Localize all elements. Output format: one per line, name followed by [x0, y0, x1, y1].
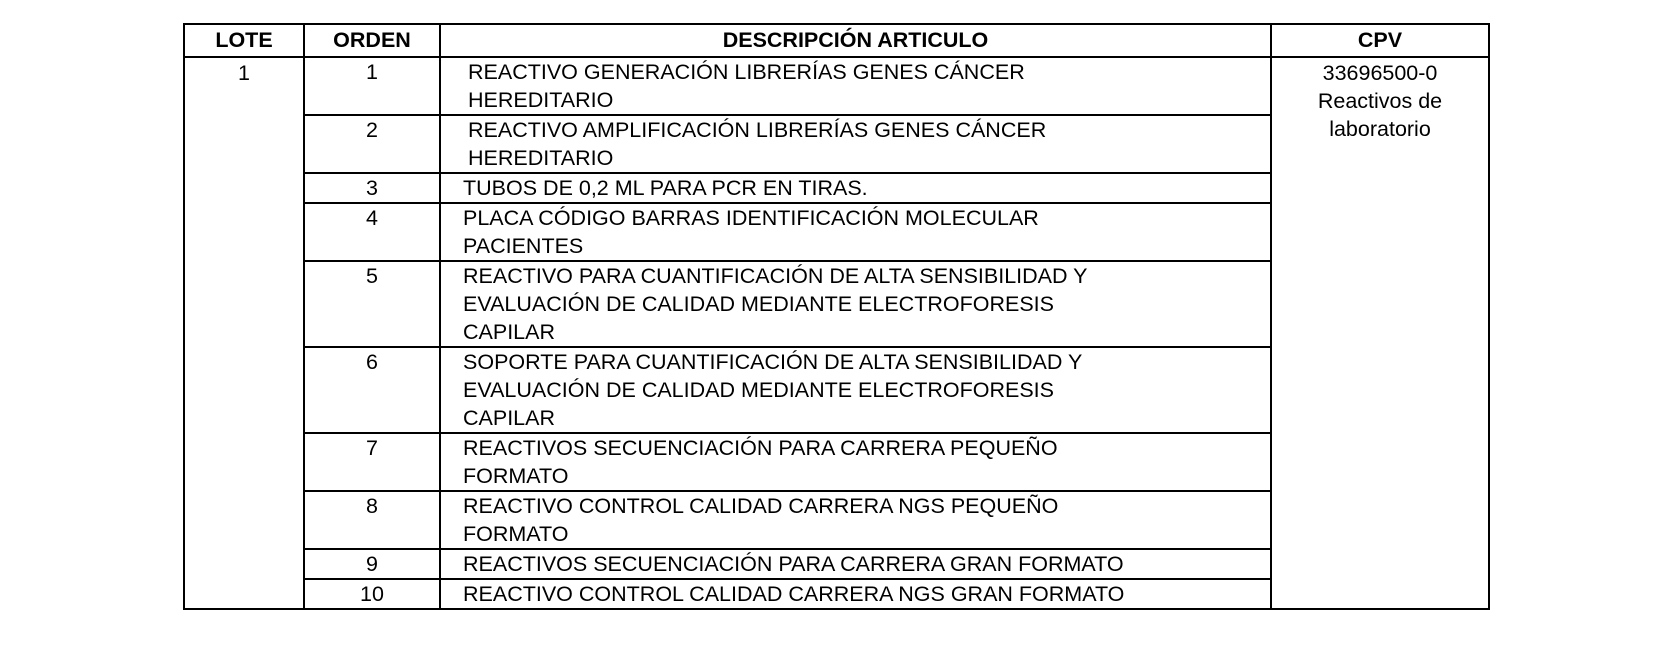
- descripcion-cell: [440, 173, 1271, 203]
- orden-cell: 9: [304, 549, 440, 579]
- header-orden: ORDEN: [304, 24, 440, 57]
- descripcion-cell: [440, 433, 1271, 491]
- descripcion-line: REACTIVO CONTROL CALIDAD CARRERA NGS PEQUEÑO: [463, 494, 1059, 518]
- descripcion-line: EVALUACIÓN DE CALIDAD MEDIANTE ELECTROFORESIS: [463, 292, 1054, 316]
- descripcion-line: REACTIVO AMPLIFICACIÓN LIBRERÍAS GENES CÁNCER: [468, 118, 1047, 142]
- descripcion-cell: [440, 347, 1271, 433]
- descripcion-line: PLACA CÓDIGO BARRAS IDENTIFICACIÓN MOLECULAR: [463, 206, 1039, 230]
- header-descripcion: DESCRIPCIÓN ARTICULO: [440, 24, 1271, 57]
- table-row: [184, 57, 1489, 115]
- descripcion-line: REACTIVO CONTROL CALIDAD CARRERA NGS GRAN FORMATO: [463, 582, 1125, 606]
- descripcion-line: HEREDITARIO: [468, 88, 614, 112]
- descripcion-line: SOPORTE PARA CUANTIFICACIÓN DE ALTA SENSIBILIDAD Y: [463, 350, 1083, 374]
- header-cpv: CPV: [1271, 24, 1489, 57]
- descripcion-line: FORMATO: [463, 522, 569, 546]
- descripcion-line: TUBOS DE 0,2 ML PARA PCR EN TIRAS.: [463, 176, 868, 200]
- descripcion-line: REACTIVOS SECUENCIACIÓN PARA CARRERA PEQUEÑO: [463, 436, 1058, 460]
- descripcion-cell: [440, 203, 1271, 261]
- cpv-cell: [1271, 57, 1489, 609]
- cpv-label-line: laboratorio: [1329, 117, 1431, 141]
- descripcion-cell: [440, 549, 1271, 579]
- descripcion-line: CAPILAR: [463, 406, 556, 430]
- descripcion-line: REACTIVO PARA CUANTIFICACIÓN DE ALTA SENSIBILIDAD Y: [463, 264, 1088, 288]
- lote-cell: 1: [184, 57, 304, 609]
- descripcion-cell: [440, 579, 1271, 609]
- descripcion-cell: [440, 57, 1271, 115]
- orden-cell: 3: [304, 173, 440, 203]
- descripcion-line: PACIENTES: [463, 234, 584, 258]
- descripcion-line: CAPILAR: [463, 320, 556, 344]
- descripcion-cell: [440, 491, 1271, 549]
- orden-cell: 10: [304, 579, 440, 609]
- orden-cell: 6: [304, 347, 440, 433]
- descripcion-cell: [440, 261, 1271, 347]
- cpv-label-line: Reactivos de: [1317, 89, 1443, 113]
- cpv-code: 33696500-0: [1322, 61, 1438, 85]
- orden-cell: 8: [304, 491, 440, 549]
- descripcion-line: EVALUACIÓN DE CALIDAD MEDIANTE ELECTROFORESIS: [463, 378, 1054, 402]
- orden-cell: 2: [304, 115, 440, 173]
- descripcion-line: FORMATO: [463, 464, 569, 488]
- descripcion-line: REACTIVO GENERACIÓN LIBRERÍAS GENES CÁNCER: [468, 60, 1025, 84]
- header-lote: LOTE: [184, 24, 304, 57]
- orden-cell: 5: [304, 261, 440, 347]
- orden-cell: 4: [304, 203, 440, 261]
- orden-cell: 1: [304, 57, 440, 115]
- orden-cell: 7: [304, 433, 440, 491]
- descripcion-cell: [440, 115, 1271, 173]
- descripcion-line: HEREDITARIO: [468, 146, 614, 170]
- lote-table: [183, 23, 1490, 610]
- descripcion-line: REACTIVOS SECUENCIACIÓN PARA CARRERA GRAN FORMATO: [463, 552, 1124, 576]
- header-row: [184, 24, 1489, 57]
